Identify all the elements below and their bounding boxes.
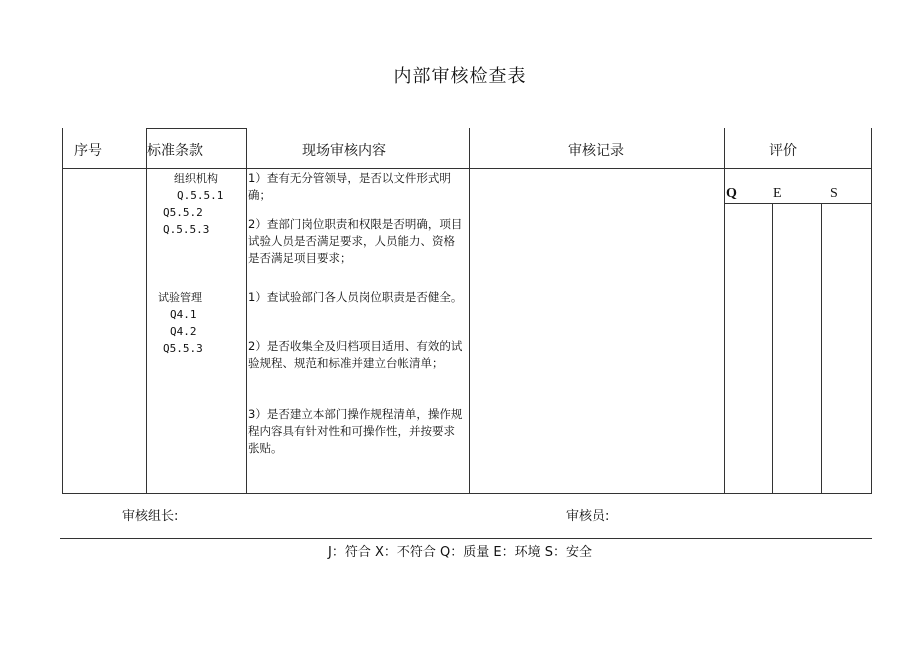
column-divider-clause: [246, 128, 247, 494]
legend-text: J：符合 X：不符合 Q：质量 E：环境 S：安全: [328, 545, 592, 560]
clause-code: Q4.1: [170, 308, 197, 321]
column-divider-seq: [146, 128, 147, 494]
column-divider-record: [724, 128, 725, 494]
header-content: 现场审核内容: [302, 143, 386, 159]
header-bottom-border: [62, 168, 872, 169]
audit-content-item: 2）是否收集全及归档项目适用、有效的试验规程、规范和标准并建立台帐清单；: [248, 339, 463, 370]
header-record: 审核记录: [568, 143, 624, 159]
audit-content-item: 1）查有无分管领导，是否以文件形式明确；: [248, 171, 451, 202]
clause-code: Q4.2: [170, 325, 197, 338]
table-border-right: [871, 128, 872, 494]
audit-leader-label: 审核组长:: [122, 509, 179, 524]
clause-code: Q.5.5.1: [177, 189, 224, 202]
audit-content-item: 2）查部门岗位职责和权限是否明确，项目试验人员是否满足要求，人员能力、资格是否满足项目要求；: [248, 217, 463, 265]
clause-code: Q.5.5.3: [163, 223, 210, 236]
auditor-label: 审核员:: [566, 509, 610, 524]
clause-group-title: 试验管理: [158, 291, 202, 304]
clause-header-top-border: [146, 128, 247, 129]
header-evaluation: 评价: [769, 143, 797, 159]
evaluation-q-label: Q: [726, 186, 737, 201]
column-divider-e: [821, 203, 822, 494]
footer-divider: [60, 538, 872, 539]
column-divider-q: [772, 203, 773, 494]
clause-code: Q5.5.3: [163, 342, 203, 355]
evaluation-e-label: E: [773, 186, 782, 201]
audit-checklist-table: [62, 128, 872, 494]
header-seq: 序号: [74, 143, 102, 159]
header-clause: 标准条款: [147, 143, 203, 159]
evaluation-s-label: S: [830, 186, 838, 201]
evaluation-subheader-border: [724, 203, 872, 204]
clause-code: Q5.5.2: [163, 206, 203, 219]
table-border-left: [62, 128, 63, 494]
table-bottom-border: [62, 493, 872, 494]
document-title: 内部审核检查表: [393, 66, 527, 87]
audit-content-item: 3）是否建立本部门操作规程清单，操作规程内容具有针对性和可操作性，并按要求张贴。: [248, 407, 463, 455]
clause-group-title: 组织机构: [174, 172, 218, 185]
column-divider-content: [469, 128, 470, 494]
audit-content-item: 1）查试验部门各人员岗位职责是否健全。: [248, 290, 463, 304]
